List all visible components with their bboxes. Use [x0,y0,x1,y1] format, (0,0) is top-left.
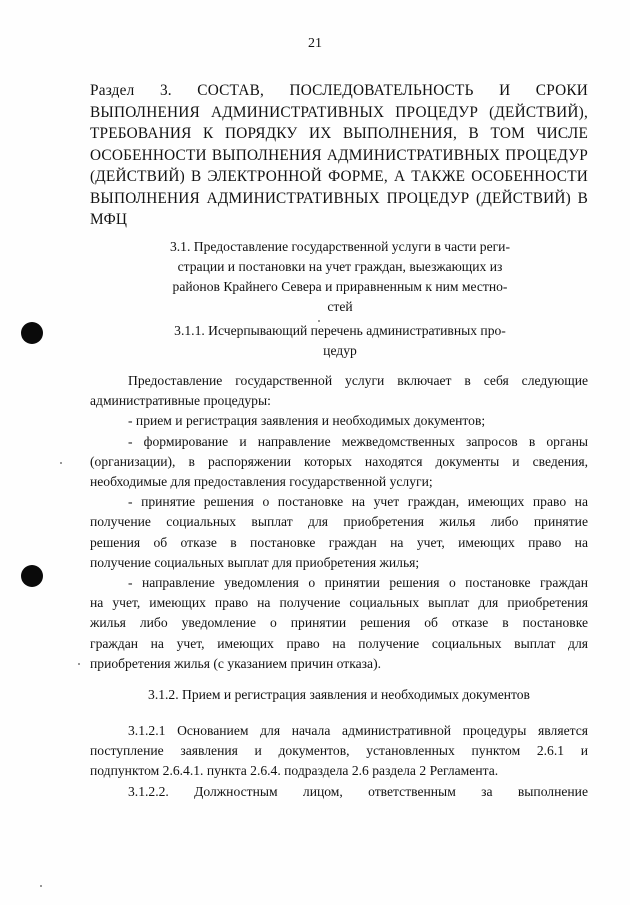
heading-line: ВЫПОЛНЕНИЯ АДМИНИСТРАТИВНЫХ ПРОЦЕДУР (ДЕЙСТВИЙ), [90,103,588,121]
scan-speck [318,320,320,322]
body-line: 3.1.2.2. Должностным лицом, ответственным за выполнение [128,784,588,799]
section-heading [90,80,588,231]
body-line: (организации), в распоряжении которых находятся документы и сведения, [90,453,588,469]
body-line: административные процедуры: [90,393,271,409]
body-line: - принятие решения о постановке на учет граждан, имеющих право на [128,494,588,510]
heading-line: (ДЕЙСТВИЙ) В ЭЛЕКТРОННОЙ ФОРМЕ, А ТАКЖЕ ОСОБЕННОСТИ [90,168,588,185]
body-line: решения об отказе в постановке граждан на учет, имеющих право на [90,534,588,550]
heading-line: МФЦ [90,211,128,228]
subsection-line: 3.1. Предоставление государственной услуги в части реги- [169,239,510,254]
heading-line: ВЫПОЛНЕНИЯ АДМИНИСТРАТИВНЫХ ПРОЦЕДУР (ДЕЙСТВИЙ) В [90,189,588,207]
body-line: Предоставление государственной услуги включает в себя следующие [128,373,588,388]
punch-hole-mark [21,322,43,344]
heading-line: ОСОБЕННОСТИ ВЫПОЛНЕНИЯ АДМИНИСТРАТИВНЫХ ПРОЦЕДУР [90,146,588,164]
paragraph-3-1-2-1 [90,721,588,782]
subsection-line: районов Крайнего Севера и приравненным к ним местно- [172,279,508,294]
procedures-list [90,371,588,674]
subsection-line: 3.1.1. Исчерпывающий перечень административных про- [174,323,506,338]
scan-speck [60,462,62,464]
body-line: граждан на учет, имеющих право на получение социальных выплат для [90,635,588,651]
subsection-line: стей [327,299,353,314]
page-number: 21 [308,36,322,51]
subsection-line: цедур [323,343,357,358]
subsection-3-1-title [140,237,540,317]
body-line: необходимые для предоставления государственной услуги; [90,474,433,490]
body-line: - формирование и направление межведомственных запросов в органы [128,433,588,449]
body-line: жилья либо уведомление о принятии решения об отказе в постановке [90,615,588,631]
body-line: получение социальных выплат для приобретения жилья либо принятие [90,514,588,530]
subsection-3-1-2-title: 3.1.2. Прием и регистрация заявления и необходимых документов [148,687,530,702]
scan-speck [40,885,42,887]
body-line: подпунктом 2.6.4.1. пункта 2.6.4. подраздела 2.6 раздела 2 Регламента. [90,763,499,779]
body-line: приобретения жилья (с указанием причин отказа). [90,655,381,671]
body-line: - направление уведомления о принятии решения о постановке граждан [128,575,588,591]
subsection-line: страции и постановки на учет граждан, выезжающих из [177,259,503,274]
subsection-3-1-1-title [140,321,540,361]
paragraph-3-1-2-2 [90,782,588,802]
body-line: поступление заявления и документов, установленных пунктом 2.6.1 и [90,743,588,759]
body-line: получение социальных выплат для приобретения жилья; [90,554,420,570]
punch-hole-mark [21,565,43,587]
body-line: на учет, имеющих право на получение социальных выплат для приобретения [90,595,588,611]
scan-speck [78,663,80,665]
body-line: 3.1.2.1 Основанием для начала административной процедуры является [128,723,588,738]
heading-line: ТРЕБОВАНИЯ К ПОРЯДКУ ИХ ВЫПОЛНЕНИЯ, В ТОМ ЧИСЛЕ [90,125,588,142]
body-line: - прием и регистрация заявления и необходимых документов; [128,413,486,429]
heading-line: Раздел 3. СОСТАВ, ПОСЛЕДОВАТЕЛЬНОСТЬ И СРОКИ [90,82,588,99]
